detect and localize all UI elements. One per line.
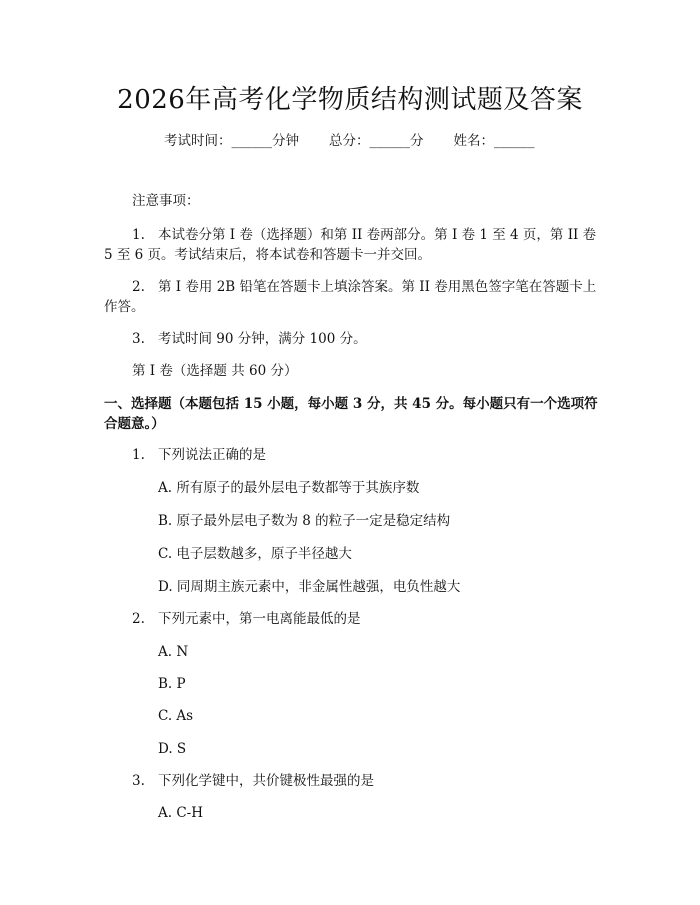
part-one-heading: 第 I 卷（选择题 共 60 分）: [132, 363, 298, 379]
question-option: C. 电子层数越多，原子半径越大: [158, 546, 352, 562]
question-option: C. As: [158, 708, 194, 724]
question-option: A. 所有原子的最外层电子数都等于其族序数: [158, 480, 420, 496]
question-option: B. 原子最外层电子数为 8 的粒子一定是稳定结构: [158, 513, 451, 529]
question-stem: 下列元素中，第一电离能最低的是: [158, 611, 361, 627]
question-option: B. P: [158, 676, 186, 692]
question-option: A. C-H: [158, 805, 203, 821]
section-heading: 一、选择题（本题包括 15 小题，每小题 3 分，共 45 分。每小题只有一个选项符: [104, 396, 598, 412]
notice-text: 本试卷分第 I 卷（选择题）和第 II 卷两部分。第 I 卷 1 至 4 页，第 II 卷: [158, 227, 597, 243]
notice-number: 2.: [132, 279, 145, 295]
total-score-field: 总分：______分: [329, 133, 424, 149]
question-number: 3.: [132, 773, 145, 789]
question-number: 2.: [132, 611, 145, 627]
question-stem: 下列说法正确的是: [158, 447, 266, 463]
notice-text: 第 I 卷用 2B 铅笔在答题卡上填涂答案。第 II 卷用黑色签字笔在答题卡上: [158, 279, 597, 295]
question-option: A. N: [158, 644, 189, 660]
notice-number: 3.: [132, 331, 145, 347]
section-heading-continued: 合题意。）: [104, 416, 165, 432]
notice-heading: 注意事项：: [132, 193, 200, 209]
notice-text-continued: 作答。: [104, 299, 145, 315]
exam-time-field: 考试时间：______分钟: [164, 133, 299, 149]
question-option: D. S: [158, 741, 187, 757]
question-number: 1.: [132, 447, 145, 463]
name-field: 姓名：______: [453, 133, 535, 149]
notice-text-continued: 5 至 6 页。考试结束后，将本试卷和答题卡一并交回。: [104, 247, 432, 263]
document-title: 2026年高考化学物质结构测试题及答案: [117, 85, 583, 115]
exam-meta-line: [164, 131, 535, 151]
question-stem: 下列化学键中，共价键极性最强的是: [158, 773, 374, 789]
notice-number: 1.: [132, 227, 145, 243]
question-option: D. 同周期主族元素中，非金属性越强，电负性越大: [158, 579, 461, 595]
notice-text: 考试时间 90 分钟，满分 100 分。: [158, 331, 367, 347]
